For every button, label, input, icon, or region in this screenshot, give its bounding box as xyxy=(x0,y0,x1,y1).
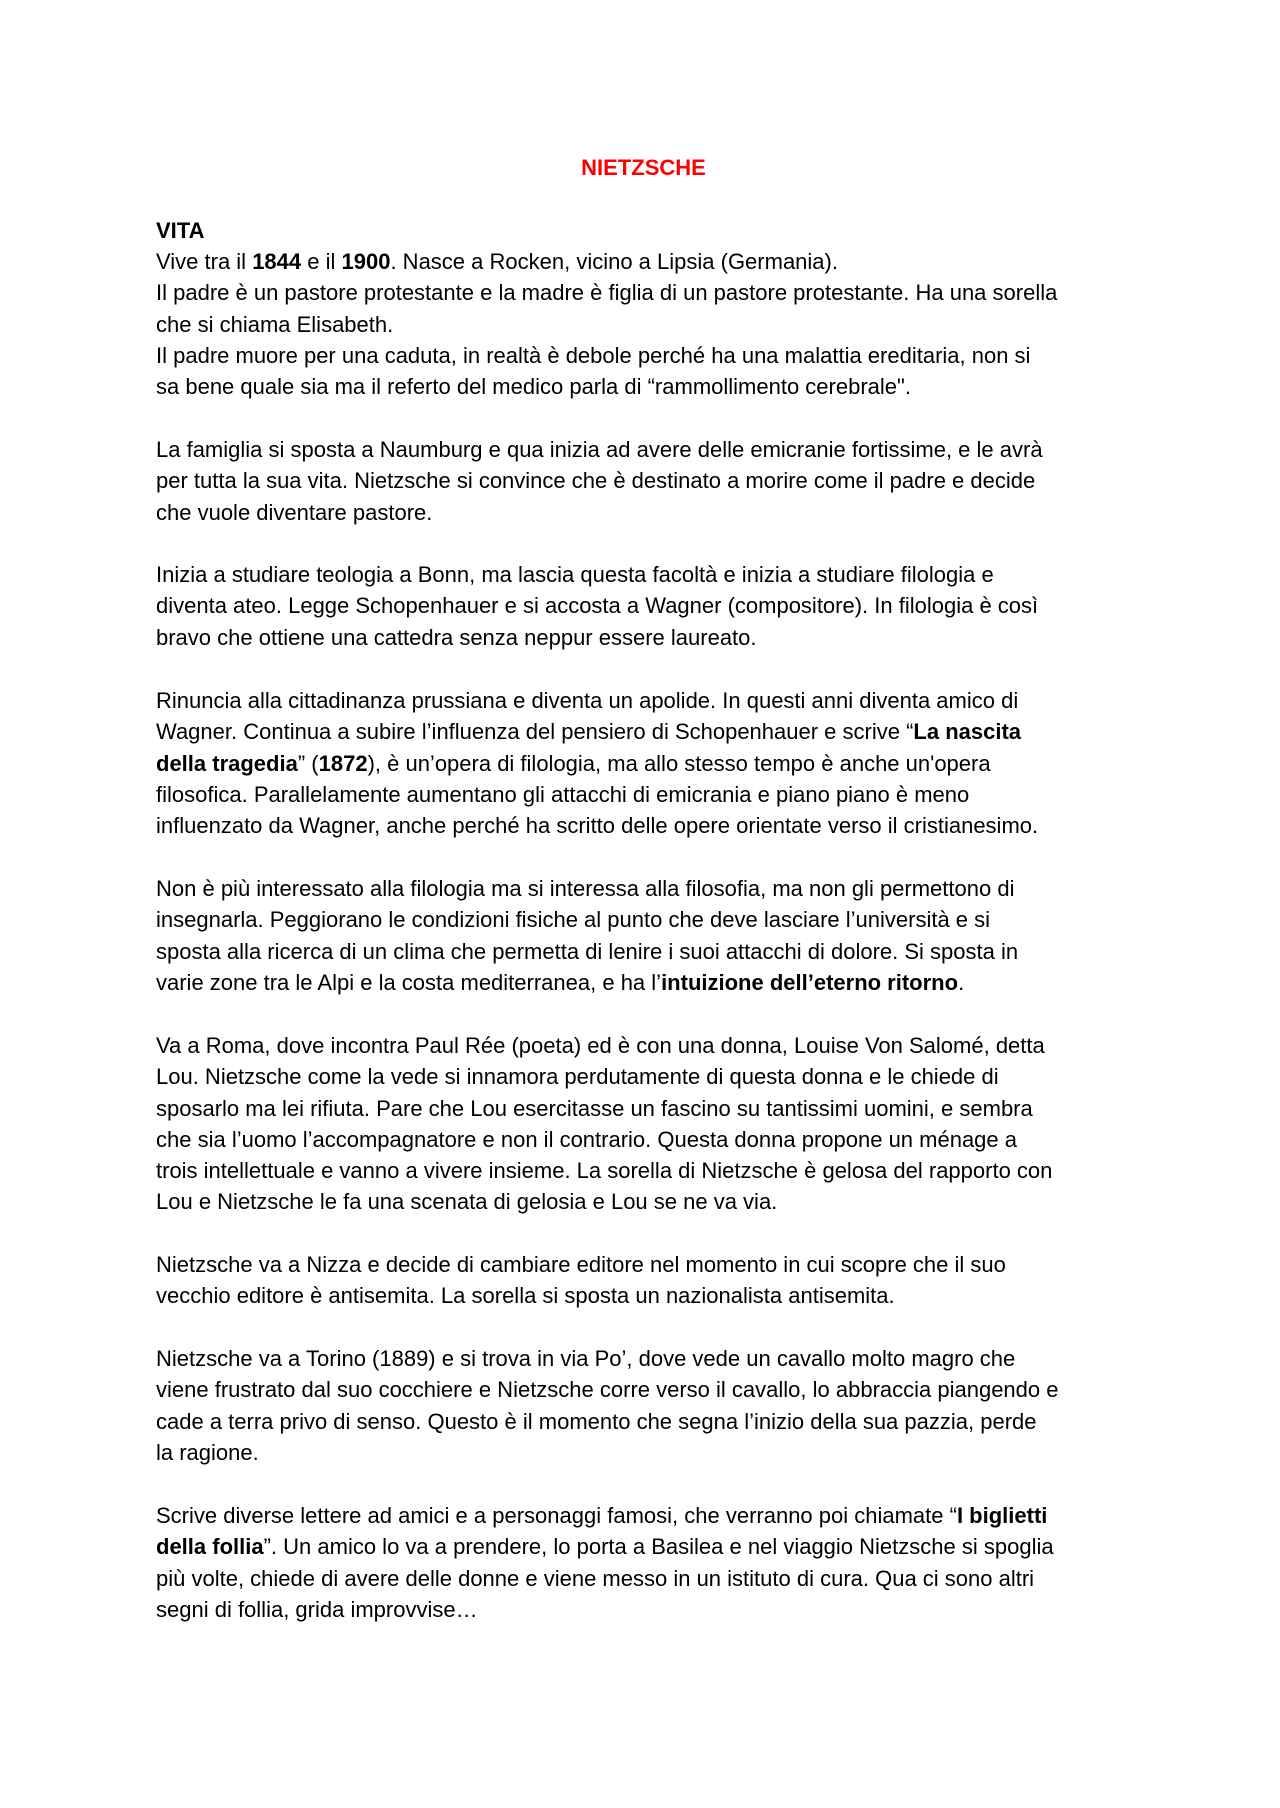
paragraph-line: Lou e Nietzsche le fa una scenata di gelosia e Lou se ne va via. xyxy=(156,1189,778,1215)
bold-eterno-ritorno: intuizione dell’eterno ritorno xyxy=(661,969,959,995)
bold-book-title-cont: della tragedia xyxy=(156,750,298,776)
paragraph-line: Nietzsche va a Nizza e decide di cambiare editore nel momento in cui scopre che il suo xyxy=(156,1252,1006,1277)
paragraph-line: varie zone tra le Alpi e la costa mediterranea, e ha l’intuizione dell’eterno ritorno. xyxy=(156,969,965,995)
paragraph-rome-lou xyxy=(156,1030,1131,1218)
paragraph-line: viene frustrato dal suo cocchiere e Nietzsche corre verso il cavallo, lo abbraccia piangendo e xyxy=(156,1377,1059,1403)
paragraph-line: della follia”. Un amico lo va a prendere, lo porta a Basilea e nel viaggio Nietzsche si spoglia xyxy=(156,1534,1054,1560)
paragraph-philosophy-illness xyxy=(156,873,1131,998)
paragraph-bonn-studies xyxy=(156,559,1131,653)
paragraph-line: Rinuncia alla cittadinanza prussiana e diventa un apolide. In questi anni diventa amico di xyxy=(156,688,1019,713)
paragraph-line: trois intellettuale e vanno a vivere insieme. La sorella di Nietzsche è gelosa del rapporto con xyxy=(156,1158,1053,1184)
paragraph-line: Nietzsche va a Torino (1889) e si trova in via Po’, dove vede un cavallo molto magro che xyxy=(156,1346,1016,1371)
paragraph-line: Lou. Nietzsche come la vede si innamora perdutamente di questa donna e le chiede di xyxy=(156,1064,999,1090)
paragraph-nizza xyxy=(156,1249,1131,1312)
paragraph-line: cade a terra privo di senso. Questo è il momento che segna l’inizio della sua pazzia, perde xyxy=(156,1408,1037,1434)
paragraph-line: bravo che ottiene una cattedra senza neppur essere laureato. xyxy=(156,624,757,650)
paragraph-naumburg xyxy=(156,434,1131,528)
paragraph-line: più volte, chiede di avere delle donne e viene messo in un istituto di cura. Qua ci sono altri xyxy=(156,1565,1035,1591)
section-heading-vita: VITA xyxy=(156,218,205,243)
paragraph-line: sa bene quale sia ma il referto del medico parla di “rammollimento cerebrale". xyxy=(156,374,911,400)
paragraph-line: Inizia a studiare teologia a Bonn, ma lascia questa facoltà e inizia a studiare filologia e xyxy=(156,562,994,587)
paragraph-line: Non è più interessato alla filologia ma si interessa alla filosofia, ma non gli permettono di xyxy=(156,876,1015,901)
paragraph-line: sposarlo ma lei rifiuta. Pare che Lou esercitasse un fascino su tantissimi uomini, e sembra xyxy=(156,1095,1033,1121)
paragraph-wagner-tragedia xyxy=(156,685,1131,841)
bold-book-title: La nascita xyxy=(913,719,1022,745)
paragraph-line: La famiglia si sposta a Naumburg e qua inizia ad avere delle emicranie fortissime, e le avrà xyxy=(156,437,1043,462)
bold-follia: della follia xyxy=(156,1534,264,1560)
paragraph-biglietti-follia xyxy=(156,1500,1131,1625)
bold-year-1844: 1844 xyxy=(252,249,302,274)
paragraph-line: vecchio editore è antisemita. La sorella si sposta un nazionalista antisemita. xyxy=(156,1283,895,1309)
paragraph-line: sposta alla ricerca di un clima che permetta di lenire i suoi attacchi di dolore. Si sposta in xyxy=(156,938,1019,964)
paragraph-line: Va a Roma, dove incontra Paul Rée (poeta) ed è con una donna, Louise Von Salomé, detta xyxy=(156,1033,1045,1058)
paragraph-line: che vuole diventare pastore. xyxy=(156,499,433,525)
paragraph-line: che si chiama Elisabeth. xyxy=(156,311,394,337)
paragraph-line: per tutta la sua vita. Nietzsche si convince che è destinato a morire come il padre e decide xyxy=(156,468,1036,494)
paragraph-line: insegnarla. Peggiorano le condizioni fisiche al punto che deve lasciare l’università e si xyxy=(156,907,991,933)
bold-year-1872: 1872 xyxy=(318,750,368,776)
paragraph-line: diventa ateo. Legge Schopenhauer e si accosta a Wagner (compositore). In filologia è così xyxy=(156,593,1039,619)
paragraph-line: Il padre muore per una caduta, in realtà è debole perché ha una malattia ereditaria, non si xyxy=(156,342,1031,368)
paragraph-line: Il padre è un pastore protestante e la madre è figlia di un pastore protestante. Ha una sorella xyxy=(156,280,1058,306)
paragraph-line: influenzato da Wagner, anche perché ha scritto delle opere orientate verso il cristianesimo. xyxy=(156,813,1039,839)
paragraph-line: Scrive diverse lettere ad amici e a personaggi famosi, che verranno poi chiamate “I biglietti xyxy=(156,1503,1048,1528)
paragraph-torino xyxy=(156,1343,1131,1468)
paragraph-birth-family xyxy=(156,246,1131,402)
document-title: NIETZSCHE xyxy=(581,155,706,180)
paragraph-line: Wagner. Continua a subire l’influenza del pensiero di Schopenhauer e scrive “La nascita xyxy=(156,719,1022,745)
bold-year-1900: 1900 xyxy=(341,249,391,274)
paragraph-line: della tragedia” (1872), è un’opera di filologia, ma allo stesso tempo è anche un'opera xyxy=(156,750,991,776)
paragraph-line: Vive tra il 1844 e il 1900. Nasce a Rocken, vicino a Lipsia (Germania). xyxy=(156,249,838,274)
paragraph-line: filosofica. Parallelamente aumentano gli attacchi di emicrania e piano piano è meno xyxy=(156,781,970,807)
bold-biglietti: I biglietti xyxy=(956,1503,1048,1528)
paragraph-line: la ragione. xyxy=(156,1439,259,1465)
paragraph-line: che sia l’uomo l’accompagnatore e non il contrario. Questa donna propone un ménage a xyxy=(156,1126,1017,1152)
paragraph-line: segni di follia, grida improvvise… xyxy=(156,1596,478,1622)
